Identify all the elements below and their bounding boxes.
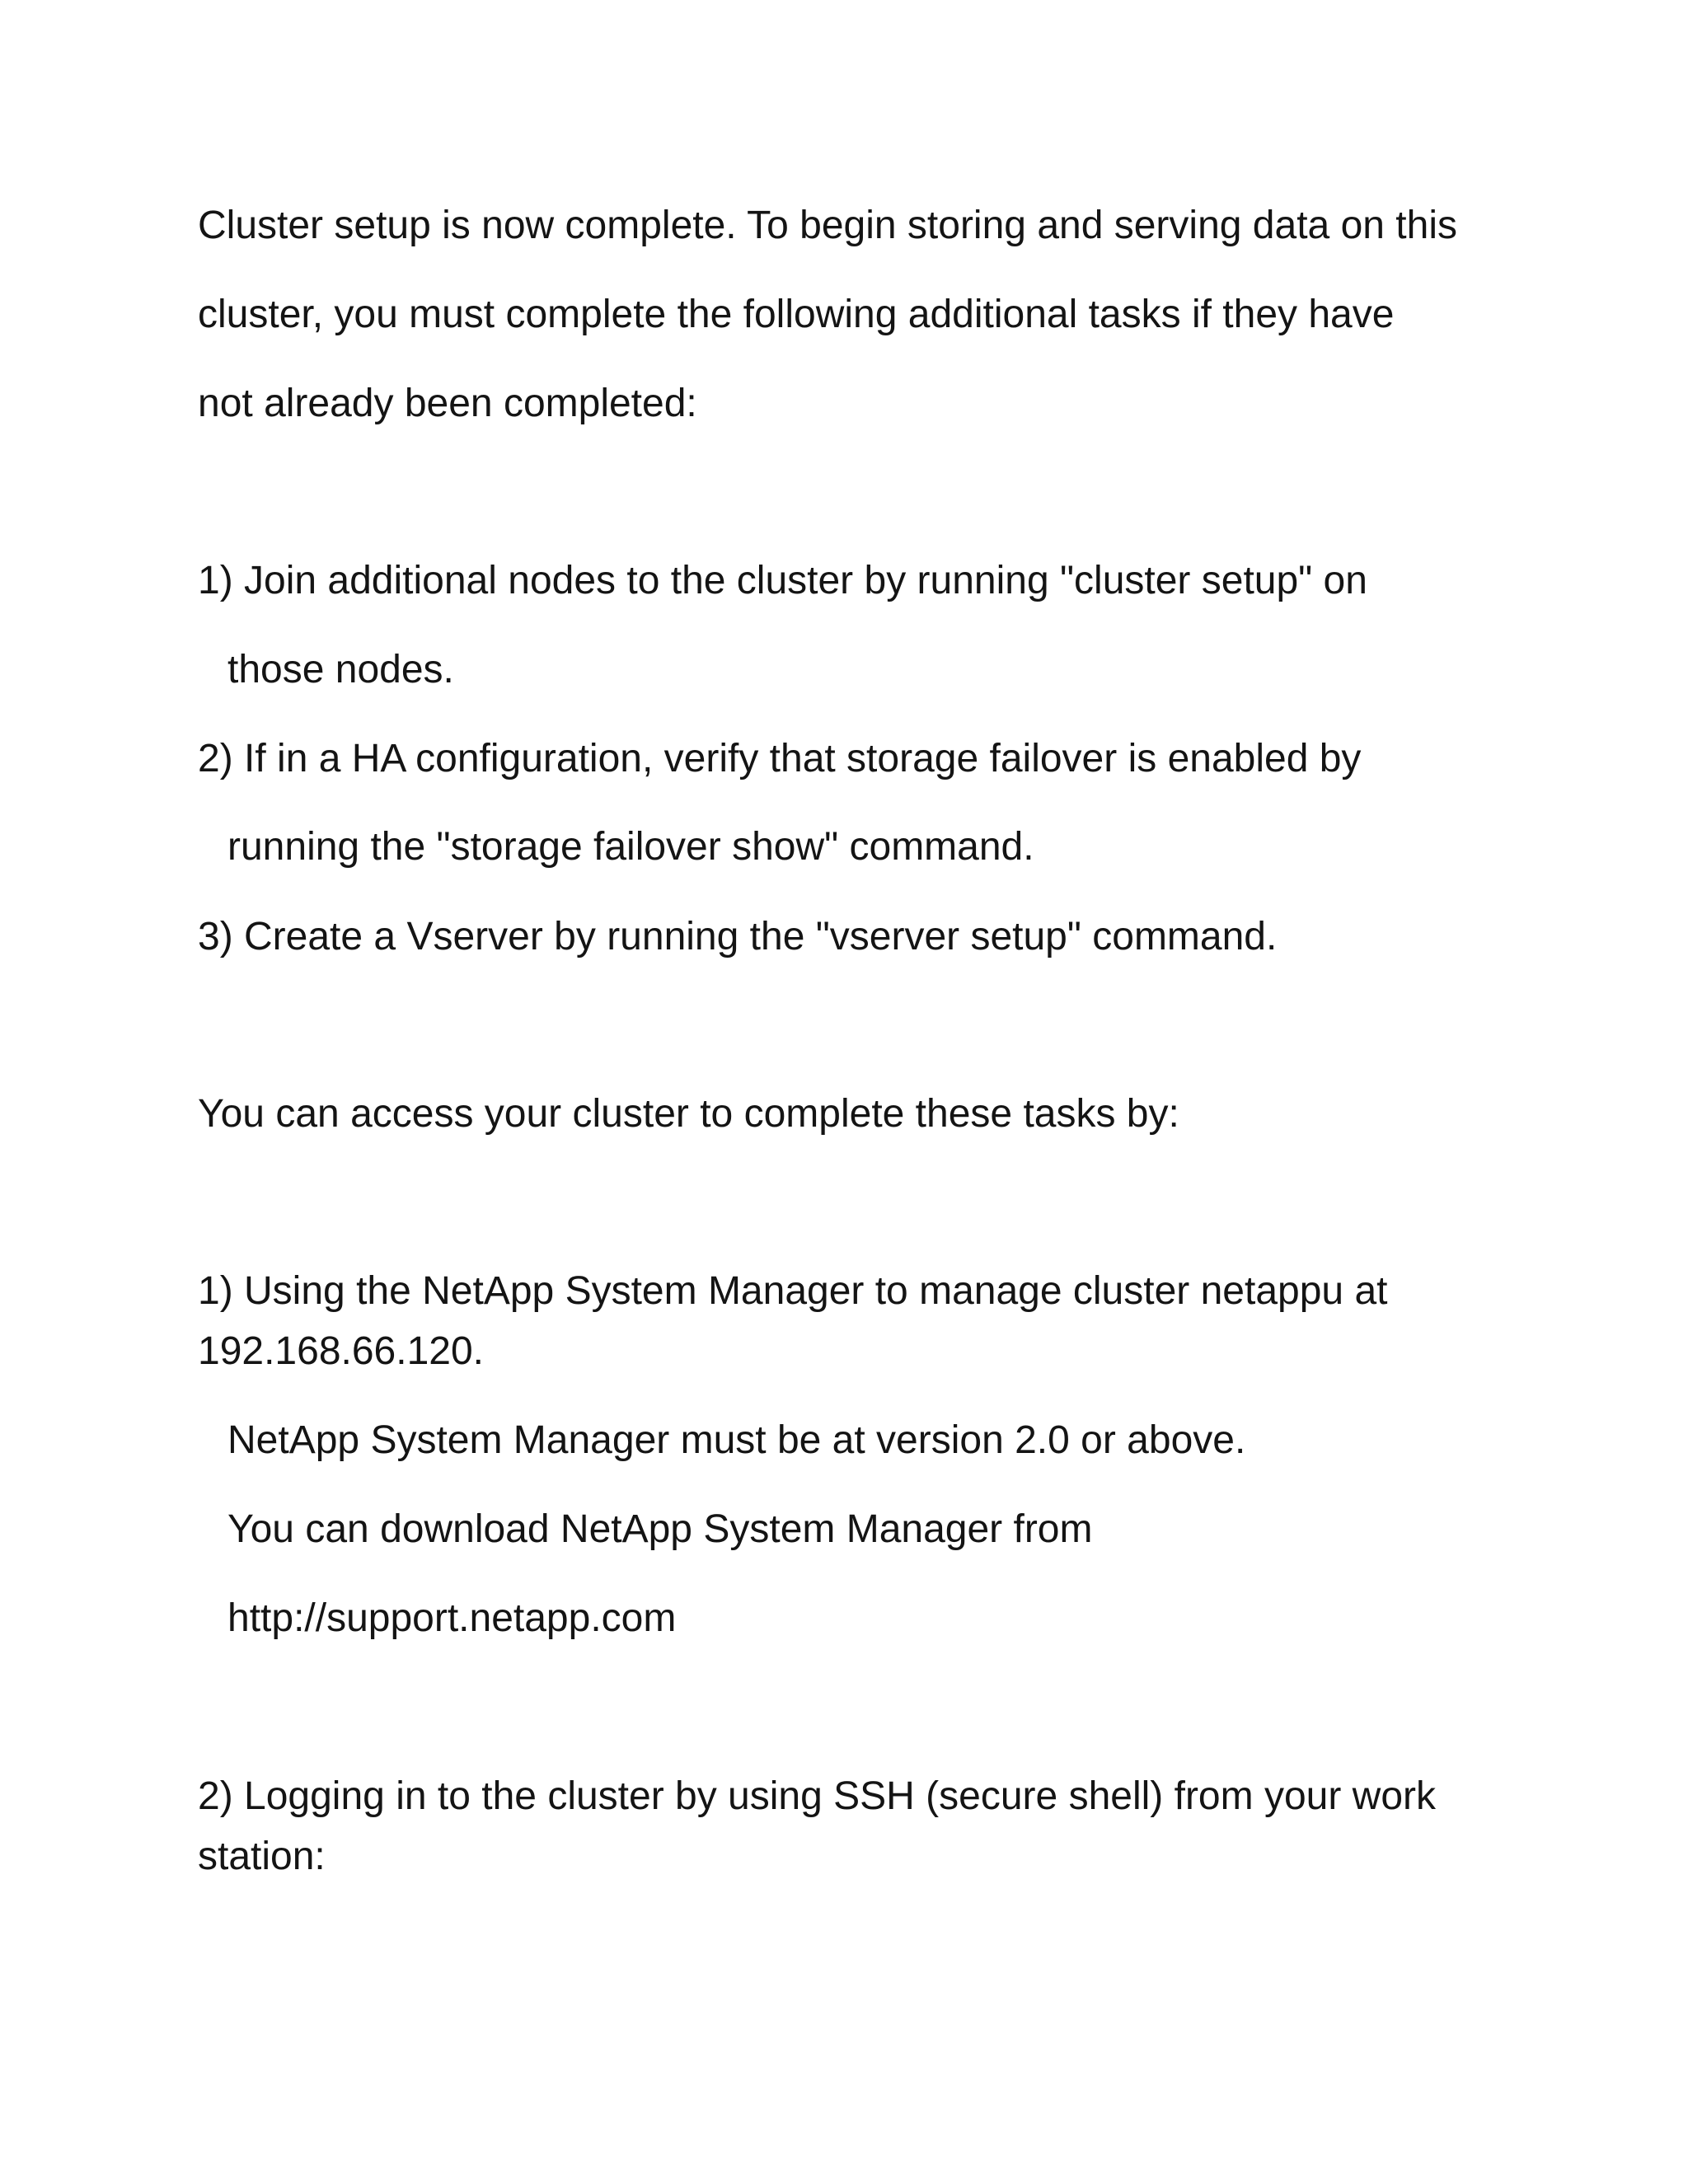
task-1-line-1: 1) Join additional nodes to the cluster by running "cluster setup" on [198, 559, 1367, 602]
access-method-2-line-2: station: [198, 1835, 326, 1878]
support-url: http://support.netapp.com [227, 1596, 677, 1640]
access-method-1-line-1: 1) Using the NetApp System Manager to manage cluster netappu at [198, 1269, 1388, 1313]
access-method-1-line-2: 192.168.66.120. [198, 1329, 484, 1373]
system-manager-download-note: You can download NetApp System Manager from [227, 1507, 1093, 1551]
task-1-line-2: those nodes. [227, 648, 454, 691]
intro-line-3: not already been completed: [198, 382, 697, 425]
system-manager-version-note: NetApp System Manager must be at version 2.0 or above. [227, 1418, 1246, 1462]
intro-line-2: cluster, you must complete the following additional tasks if they have [198, 293, 1395, 336]
access-intro: You can access your cluster to complete these tasks by: [198, 1092, 1179, 1136]
intro-line-1: Cluster setup is now complete. To begin storing and serving data on this [198, 204, 1457, 247]
task-3-line-1: 3) Create a Vserver by running the "vserver setup" command. [198, 915, 1278, 958]
task-2-line-2: running the "storage failover show" command. [227, 825, 1034, 869]
access-method-2-line-1: 2) Logging in to the cluster by using SSH (secure shell) from your work [198, 1774, 1436, 1818]
task-2-line-1: 2) If in a HA configuration, verify that storage failover is enabled by [198, 737, 1362, 780]
